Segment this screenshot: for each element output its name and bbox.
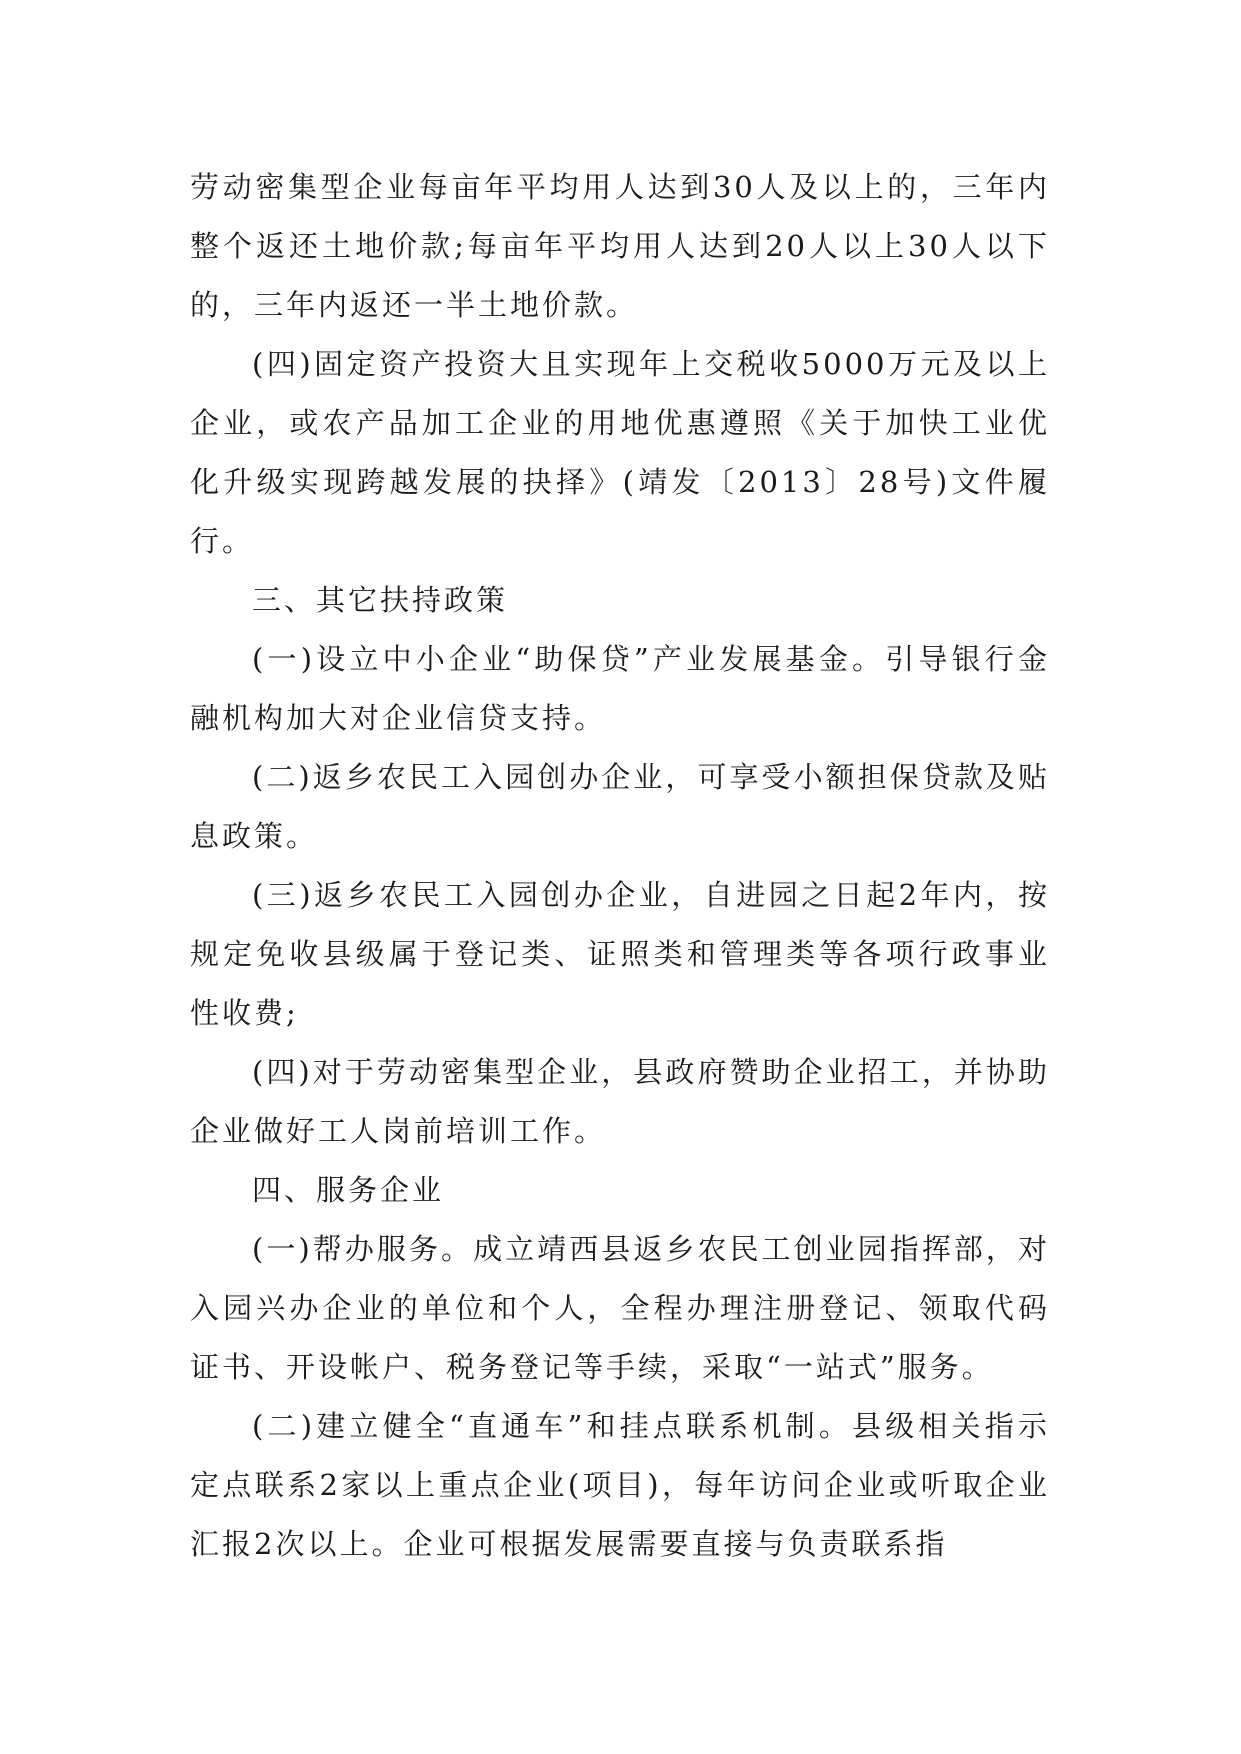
section-heading-4: 四、服务企业 — [252, 1173, 445, 1207]
paragraph-7: (四)对于劳动密集型企业，县政府赞助企业招工，并协助企业做好工人岗前培训工作。 — [190, 1055, 1050, 1148]
paragraph-6: (三)返乡农民工入园创办企业，自进园之日起2年内，按规定免收县级属于登记类、证照类和管理类等各项行政事业性收费; — [190, 878, 1050, 1030]
paragraph-4: (一)设立中小企业“助保贷”产业发展基金。引导银行金融机构加大对企业信贷支持。 — [190, 642, 1050, 735]
paragraph-1: 劳动密集型企业每亩年平均用人达到30人及以上的，三年内整个返还土地价款;每亩年平均用人达到20人以上30人以下的，三年内返还一半土地价款。 — [190, 170, 1050, 322]
paragraph-9: (一)帮办服务。成立靖西县返乡农民工创业园指挥部，对入园兴办企业的单位和个人，全程办理注册登记、领取代码证书、开设帐户、税务登记等手续，采取“一站式”服务。 — [190, 1232, 1050, 1384]
document-body — [190, 158, 1050, 1574]
paragraph-2: (四)固定资产投资大且实现年上交税收5000万元及以上企业，或农产品加工企业的用地优惠遵照《关于加快工业优化升级实现跨越发展的抉择》(靖发〔2013〕28号)文件履行。 — [190, 347, 1050, 558]
paragraph-5: (二)返乡农民工入园创办企业，可享受小额担保贷款及贴息政策。 — [190, 760, 1050, 853]
section-heading-3: 三、其它扶持政策 — [252, 583, 509, 617]
paragraph-10: (二)建立健全“直通车”和挂点联系机制。县级相关指示定点联系2家以上重点企业(项目)，每年访问企业或听取企业汇报2次以上。企业可根据发展需要直接与负责联系指 — [190, 1409, 1050, 1561]
